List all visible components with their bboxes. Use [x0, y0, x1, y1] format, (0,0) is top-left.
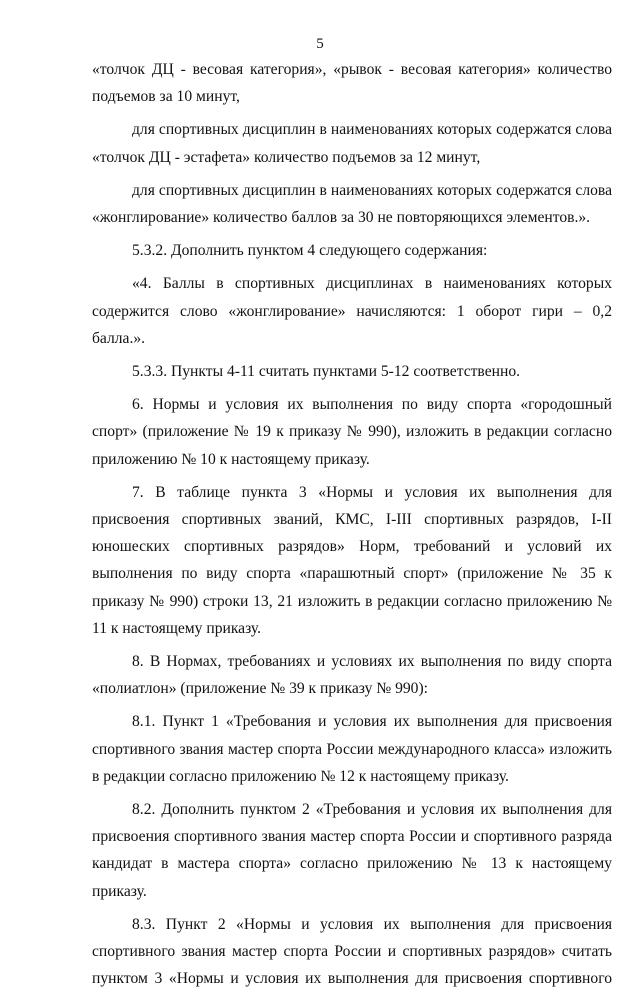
paragraph: для спортивных дисциплин в наименованиях которых содержатся слова «толчок ДЦ - эстафета» количество подъемов за 12 минут, [92, 121, 612, 166]
paragraph: 8. В Нормах, требованиях и условиях их выполнения по виду спорта «полиатлон» (приложение № 39 к приказу № 990): [92, 653, 612, 698]
paragraph: «4. Баллы в спортивных дисциплинах в наименованиях которых содержится слово «жонглирование» начисляются: 1 оборот гири – 0,2 балла.». [92, 275, 612, 347]
paragraph: 5.3.3. Пункты 4-11 считать пунктами 5-12 соответственно. [132, 363, 521, 381]
paragraph: «толчок ДЦ - весовая категория», «рывок - весовая категория» количество подъемов за 10 минут, [92, 61, 612, 106]
paragraph: 8.1. Пункт 1 «Требования и условия их выполнения для присвоения спортивного звания мастер спорта России международного класса» изложить в редакции согласно приложению № 12 к настоящему приказу. [92, 713, 612, 785]
page-number: 5 [316, 36, 324, 52]
paragraph: 5.3.2. Дополнить пунктом 4 следующего содержания: [132, 242, 488, 260]
paragraph: 8.2. Дополнить пунктом 2 «Требования и условия их выполнения для присвоения спортивного звания мастер спорта России и спортивного разряда кандидат в мастера спорта» согласно приложению № 13 к настоящему приказу. [92, 801, 612, 900]
paragraph: 6. Нормы и условия их выполнения по виду спорта «городошный спорт» (приложение № 19 к приказу № 990), изложить в редакции согласно приложению № 10 к настоящему приказу. [92, 396, 612, 468]
document-body [92, 56, 612, 999]
paragraph: 7. В таблице пункта 3 «Нормы и условия их выполнения для присвоения спортивных званий, КМС, I-III спортивных разрядов, I-II юношеских спортивных разрядов» Норм, требований и условий их выполнения по виду спорта «парашютный спорт» (приложение № 35 к приказу № 990) строки 13, 21 изложить в редакции согласно приложению № 11 к настоящему приказу. [92, 483, 612, 637]
paragraph: 8.3. Пункт 2 «Нормы и условия их выполнения для присвоения спортивного звания мастер спорта России и спортивных разрядов» считать пунктом 3 «Нормы и условия их выполнения для присвоения спортивного [92, 915, 612, 988]
paragraph: для спортивных дисциплин в наименованиях которых содержатся слова «жонглирование» количество баллов за 30 не повторяющихся элементов.». [92, 181, 612, 227]
